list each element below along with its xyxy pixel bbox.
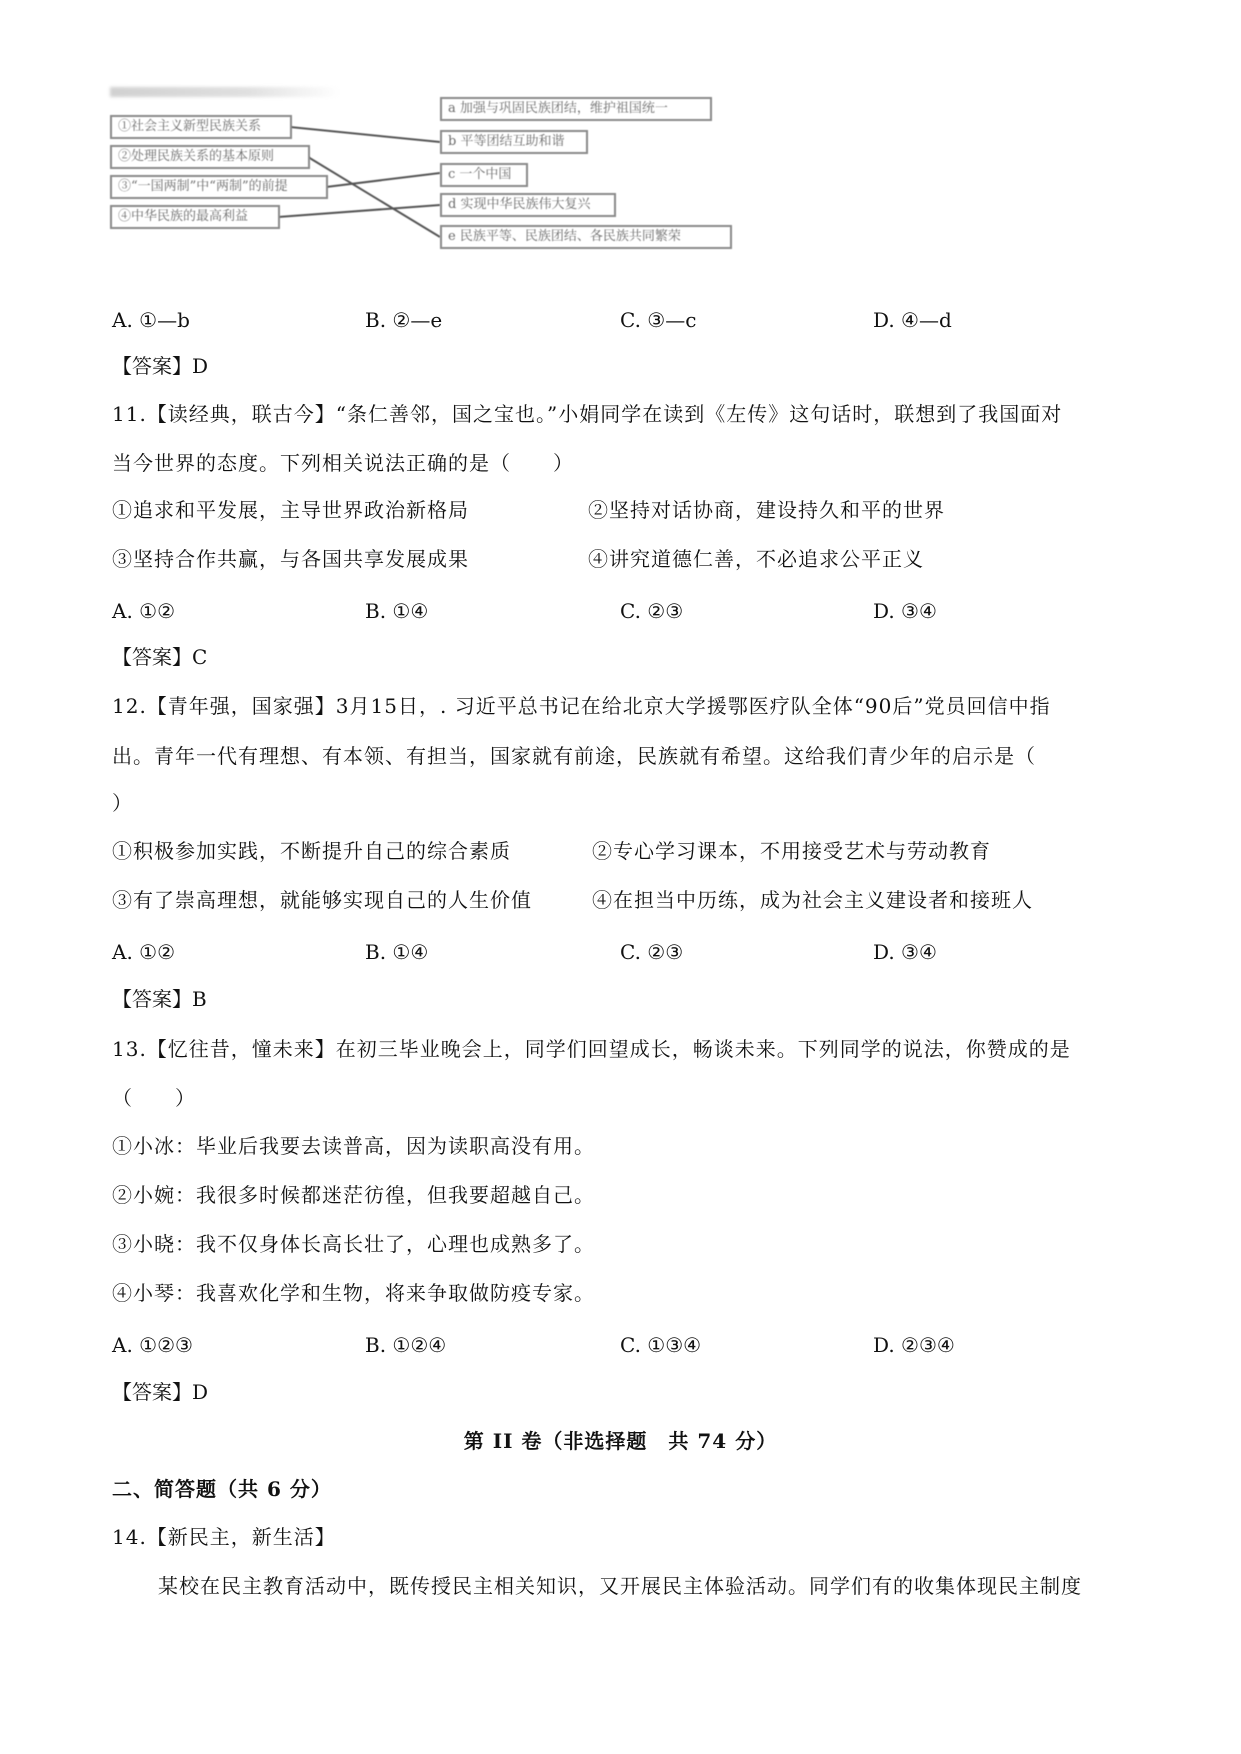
q13-statement-3: ③小晓：我不仅身体长高长壮了，心理也成熟多了。 xyxy=(112,1232,595,1256)
q12-stem-line3: ） xyxy=(112,791,133,815)
q10-answer: 【答案】D xyxy=(112,354,209,378)
diagram-right-item-b: b 平等团结互助和谐 xyxy=(440,130,588,154)
q13-option-d: D. ②③④ xyxy=(873,1333,955,1357)
q11-option-a: A. ①② xyxy=(112,599,176,623)
q12-statement-3: ③有了崇高理想，就能够实现自己的人生价值 xyxy=(112,888,532,912)
part2-heading: 第 II 卷（非选择题 共 74 分） xyxy=(463,1429,778,1453)
q13-statement-4: ④小琴：我喜欢化学和生物，将来争取做防疫专家。 xyxy=(112,1281,595,1305)
q12-statement-4: ④在担当中历练，成为社会主义建设者和接班人 xyxy=(592,888,1033,912)
q10-option-a: A. ①—b xyxy=(112,308,190,332)
diagram-left-item-4: ④中华民族的最高利益 xyxy=(110,205,280,229)
q12-stem-line2: 出。青年一代有理想、有本领、有担当，国家就有前途，民族就有希望。这给我们青少年的启示是（ xyxy=(112,744,1036,768)
diagram-left-item-3: ③“一国两制”中“两制”的前提 xyxy=(110,175,328,199)
q10-option-d: D. ④—d xyxy=(873,308,952,332)
diagram-right-item-a: a 加强与巩固民族团结，维护祖国统一 xyxy=(440,97,712,121)
section-heading: 二、简答题（共 6 分） xyxy=(112,1477,332,1501)
q14-title: 14.【新民主，新生活】 xyxy=(112,1525,336,1549)
diagram-right-item-c: c 一个中国 xyxy=(440,163,528,187)
q13-stem-line1: 13.【忆往昔，憧未来】在初三毕业晚会上，同学们回望成长，畅谈未来。下列同学的说法，你赞成的是 xyxy=(112,1037,1071,1061)
q10-option-c: C. ③—c xyxy=(620,308,697,332)
q11-option-c: C. ②③ xyxy=(620,599,684,623)
q13-statement-1: ①小冰：毕业后我要去读普高，因为读职高没有用。 xyxy=(112,1134,595,1158)
q11-statement-2: ②坚持对话协商，建设持久和平的世界 xyxy=(588,498,945,522)
q11-option-b: B. ①④ xyxy=(365,599,429,623)
q11-stem-line1: 11.【读经典，联古今】“条仁善邻，国之宝也。”小娟同学在读到《左传》这句话时，联想到了我国面对 xyxy=(112,402,1063,426)
q12-statement-1: ①积极参加实践，不断提升自己的综合素质 xyxy=(112,839,511,863)
q12-statement-2: ②专心学习课本，不用接受艺术与劳动教育 xyxy=(592,839,991,863)
diagram-left-item-1: ①社会主义新型民族关系 xyxy=(110,115,292,139)
q14-paragraph: 某校在民主教育活动中，既传授民主相关知识，又开展民主体验活动。同学们有的收集体现民主制度 xyxy=(158,1574,1082,1598)
q11-option-d: D. ③④ xyxy=(873,599,937,623)
diagram-left-item-2: ②处理民族关系的基本原则 xyxy=(110,145,310,169)
q12-option-c: C. ②③ xyxy=(620,940,684,964)
diagram-right-item-d: d 实现中华民族伟大复兴 xyxy=(440,193,616,217)
matching-diagram xyxy=(110,85,830,285)
q13-option-a: A. ①②③ xyxy=(112,1333,193,1357)
q12-stem-line1: 12.【青年强，国家强】3月15日，. 习近平总书记在给北京大学援鄂医疗队全体“90后”党员回信中指 xyxy=(112,694,1051,718)
q11-statement-1: ①追求和平发展，主导世界政治新格局 xyxy=(112,498,469,522)
q11-statement-4: ④讲究道德仁善，不必追求公平正义 xyxy=(588,547,924,571)
q13-answer: 【答案】D xyxy=(112,1380,209,1404)
q10-option-b: B. ②—e xyxy=(365,308,443,332)
q13-option-c: C. ①③④ xyxy=(620,1333,702,1357)
q12-option-a: A. ①② xyxy=(112,940,176,964)
q11-answer: 【答案】C xyxy=(112,645,208,669)
diagram-right-item-e: e 民族平等、民族团结、各民族共同繁荣 xyxy=(440,225,732,249)
q11-stem-line2: 当今世界的态度。下列相关说法正确的是（ ） xyxy=(112,451,574,475)
q13-option-b: B. ①②④ xyxy=(365,1333,447,1357)
q12-option-d: D. ③④ xyxy=(873,940,937,964)
q11-statement-3: ③坚持合作共赢，与各国共享发展成果 xyxy=(112,547,469,571)
q13-stem-line2: （ ） xyxy=(112,1086,196,1110)
q13-statement-2: ②小婉：我很多时候都迷茫彷徨，但我要超越自己。 xyxy=(112,1183,595,1207)
q12-answer: 【答案】B xyxy=(112,987,207,1011)
q12-option-b: B. ①④ xyxy=(365,940,429,964)
